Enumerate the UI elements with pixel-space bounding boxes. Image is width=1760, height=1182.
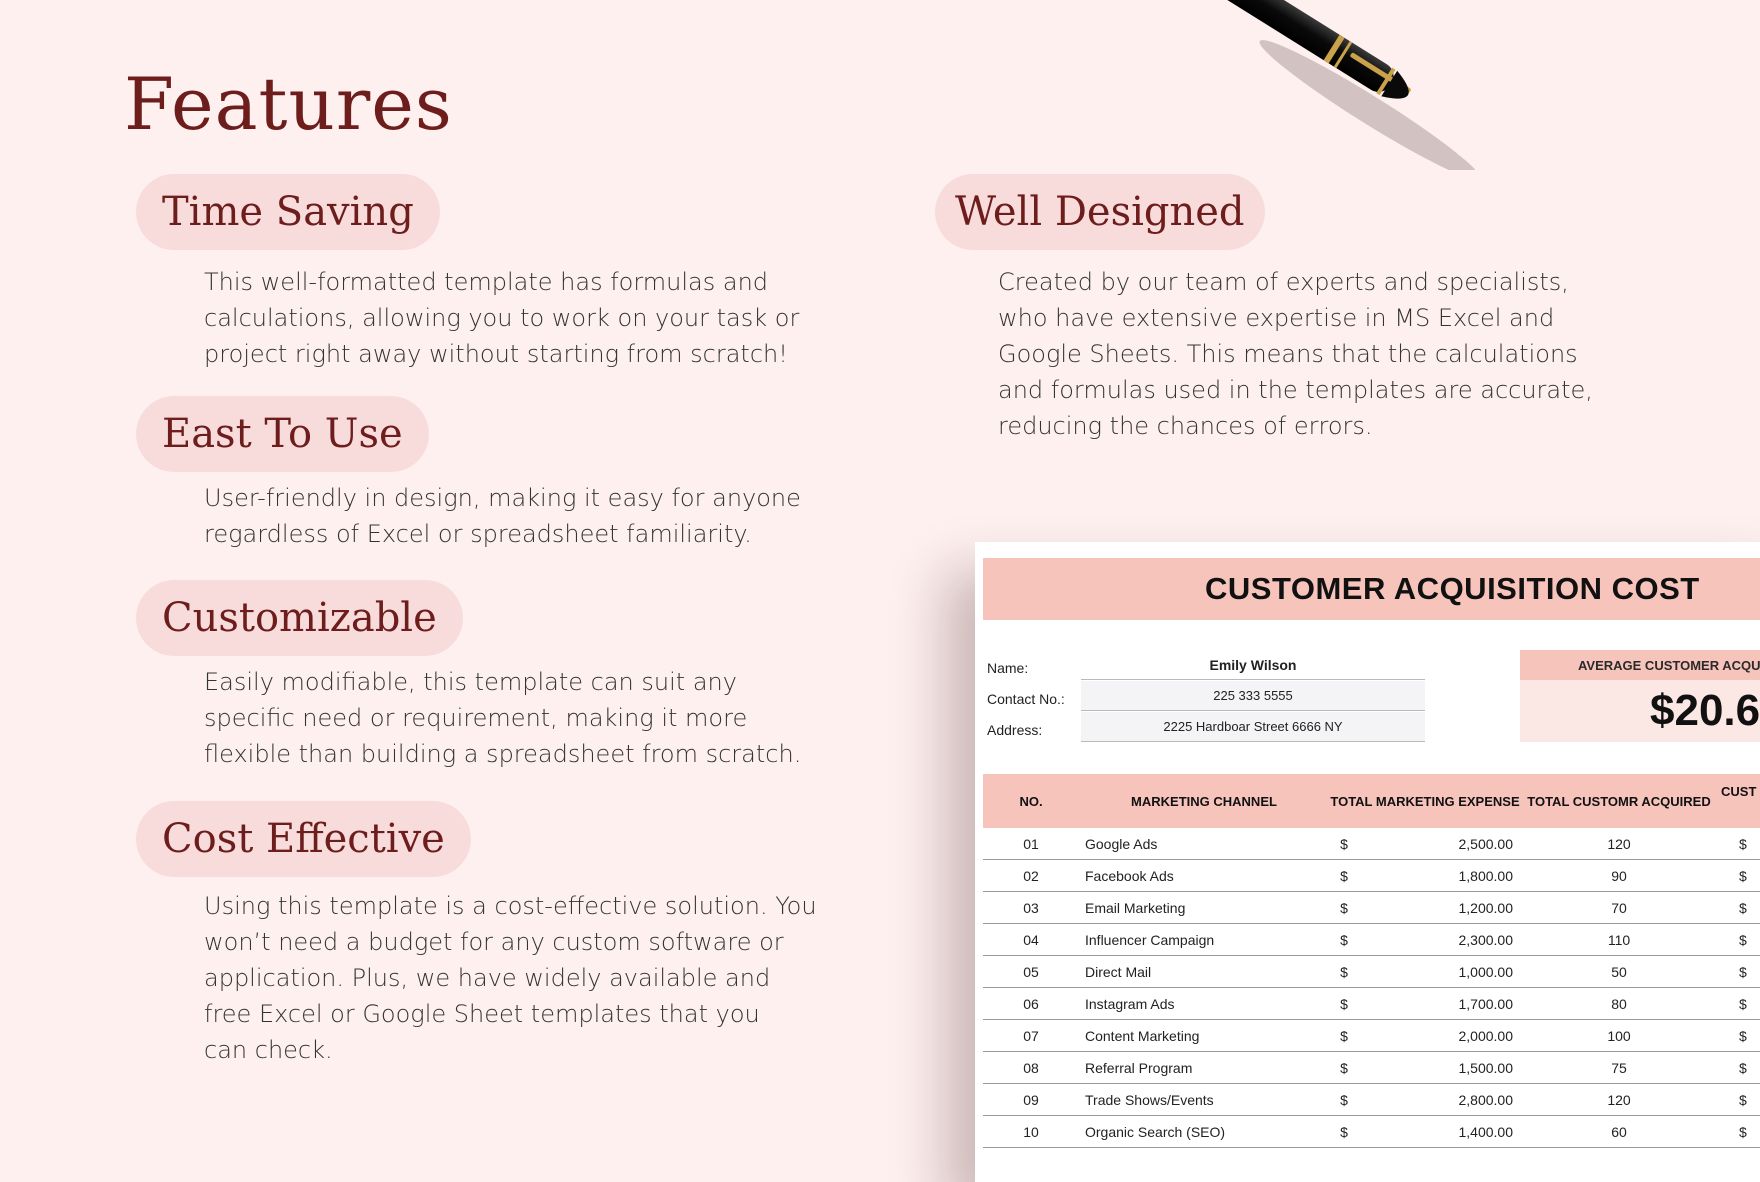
row-no-cell[interactable]: 01 [1023,835,1039,852]
row-acquired-cell[interactable]: 50 [1611,963,1627,980]
feature-desc-time-saving: This well-formatted template has formulas and calculations, allowing you to work on your task or project right away without starting from scratch! [204,268,800,368]
row-channel-cell[interactable]: Google Ads [1085,835,1158,852]
spreadsheet-preview [975,542,1760,1182]
row-cac-currency-cell[interactable]: $ [1739,931,1747,948]
row-cac-currency-cell[interactable]: $ [1739,899,1747,916]
row-currency-cell[interactable]: $ [1340,867,1348,884]
feature-title-cost-effective: Cost Effective [136,801,471,877]
row-cac-currency-cell[interactable]: $ [1739,1091,1747,1108]
row-channel-cell[interactable]: Instagram Ads [1085,995,1175,1012]
row-acquired-cell[interactable]: 120 [1607,1091,1631,1108]
col-acquired: TOTAL CUSTOMR ACQUIRED [1527,793,1711,809]
table-row [983,1052,1760,1084]
row-cac-currency-cell[interactable]: $ [1739,1027,1747,1044]
row-expense-cell[interactable]: 2,500.00 [1458,835,1513,852]
feature-desc-easy-to-use: User-friendly in design, making it easy for anyone regardless of Excel or spreadsheet familiarity. [204,484,801,548]
feature-desc-customizable: Easily modifiable, this template can suit any specific need or requirement, making it more flexible than building a spreadsheet from scratch. [204,668,802,768]
table-row [983,828,1760,860]
name-value[interactable]: Emily Wilson [1081,650,1425,680]
row-no-cell[interactable]: 05 [1023,963,1039,980]
table-row [983,956,1760,988]
row-cac-currency-cell[interactable]: $ [1739,867,1747,884]
row-acquired-cell[interactable]: 100 [1607,1027,1631,1044]
feature-title-easy-to-use: East To Use [136,396,429,472]
feature-desc-cost-effective: Using this template is a cost-effective solution. You won’t need a budget for any custom software or application. Plus, we have widely available and free Excel or Google Sheet templates that you can check. [204,892,817,1064]
row-cac-currency-cell[interactable]: $ [1739,995,1747,1012]
row-currency-cell[interactable]: $ [1340,995,1348,1012]
table-body [983,828,1760,1148]
row-expense-cell[interactable]: 1,000.00 [1458,963,1513,980]
row-currency-cell[interactable]: $ [1340,1059,1348,1076]
col-channel: MARKETING CHANNEL [1131,793,1277,809]
row-cac-currency-cell[interactable]: $ [1739,1059,1747,1076]
row-channel-cell[interactable]: Influencer Campaign [1085,931,1215,948]
row-expense-cell[interactable]: 2,800.00 [1458,1091,1513,1108]
row-currency-cell[interactable]: $ [1340,1027,1348,1044]
row-channel-cell[interactable]: Content Marketing [1085,1027,1200,1044]
contact-label: Contact No.: [987,691,1065,707]
row-currency-cell[interactable]: $ [1340,1123,1348,1140]
row-cac-currency-cell[interactable]: $ [1739,1123,1747,1140]
feature-title-well-designed: Well Designed [935,174,1265,250]
row-no-cell[interactable]: 04 [1023,931,1039,948]
row-currency-cell[interactable]: $ [1340,835,1348,852]
row-expense-cell[interactable]: 1,500.00 [1458,1059,1513,1076]
name-label: Name: [987,660,1029,676]
row-expense-cell[interactable]: 1,700.00 [1458,995,1513,1012]
row-channel-cell[interactable]: Direct Mail [1085,963,1152,980]
row-acquired-cell[interactable]: 60 [1611,1123,1627,1140]
row-no-cell[interactable]: 10 [1023,1123,1039,1140]
row-expense-cell[interactable]: 1,200.00 [1458,899,1513,916]
col-cac: CUST [1721,784,1757,799]
row-expense-cell[interactable]: 2,000.00 [1458,1027,1513,1044]
contact-value[interactable]: 225 333 5555 [1081,681,1425,711]
row-acquired-cell[interactable]: 120 [1607,835,1631,852]
fountain-pen-icon [1180,0,1500,170]
row-channel-cell[interactable]: Organic Search (SEO) [1085,1123,1226,1140]
col-no: NO. [1019,793,1043,809]
row-currency-cell[interactable]: $ [1340,1091,1348,1108]
table-row [983,860,1760,892]
row-no-cell[interactable]: 06 [1023,995,1039,1012]
row-acquired-cell[interactable]: 70 [1611,899,1627,916]
row-currency-cell[interactable]: $ [1340,931,1348,948]
feature-desc-well-designed: Created by our team of experts and specialists, who have extensive expertise in MS Excel and Google Sheets. This means that the calculations and formulas used in the templates are accurate, reducing the chances of errors. [998,268,1593,440]
feature-title-time-saving: Time Saving [136,174,440,250]
table-row [983,988,1760,1020]
row-acquired-cell[interactable]: 110 [1607,931,1631,948]
row-currency-cell[interactable]: $ [1340,899,1348,916]
row-no-cell[interactable]: 07 [1023,1027,1039,1044]
table-row [983,924,1760,956]
row-no-cell[interactable]: 02 [1023,867,1039,884]
row-cac-currency-cell[interactable]: $ [1739,835,1747,852]
address-label: Address: [987,722,1043,738]
row-cac-currency-cell[interactable]: $ [1739,963,1747,980]
table-row [983,1084,1760,1116]
row-no-cell[interactable]: 08 [1023,1059,1039,1076]
table-header [983,774,1760,828]
row-expense-cell[interactable]: 1,800.00 [1458,867,1513,884]
average-cac-value: $20.6 [1520,680,1760,742]
table-row [983,892,1760,924]
row-no-cell[interactable]: 09 [1023,1091,1039,1108]
row-channel-cell[interactable]: Facebook Ads [1085,867,1174,884]
row-acquired-cell[interactable]: 80 [1611,995,1627,1012]
table-row [983,1116,1760,1148]
row-no-cell[interactable]: 03 [1023,899,1039,916]
row-channel-cell[interactable]: Email Marketing [1085,899,1186,916]
address-value[interactable]: 2225 Hardboar Street 6666 NY [1081,712,1425,742]
row-channel-cell[interactable]: Referral Program [1085,1059,1193,1076]
row-currency-cell[interactable]: $ [1340,963,1348,980]
sheet-title: CUSTOMER ACQUISITION COST [983,558,1760,620]
row-acquired-cell[interactable]: 75 [1611,1059,1627,1076]
page-title: Features [124,62,453,146]
feature-title-customizable: Customizable [136,580,463,656]
row-expense-cell[interactable]: 1,400.00 [1458,1123,1513,1140]
row-acquired-cell[interactable]: 90 [1611,867,1627,884]
row-expense-cell[interactable]: 2,300.00 [1458,931,1513,948]
col-expense: TOTAL MARKETING EXPENSE [1330,793,1520,809]
average-cac-label: AVERAGE CUSTOMER ACQU [1520,650,1760,680]
row-channel-cell[interactable]: Trade Shows/Events [1085,1091,1214,1108]
table-row [983,1020,1760,1052]
